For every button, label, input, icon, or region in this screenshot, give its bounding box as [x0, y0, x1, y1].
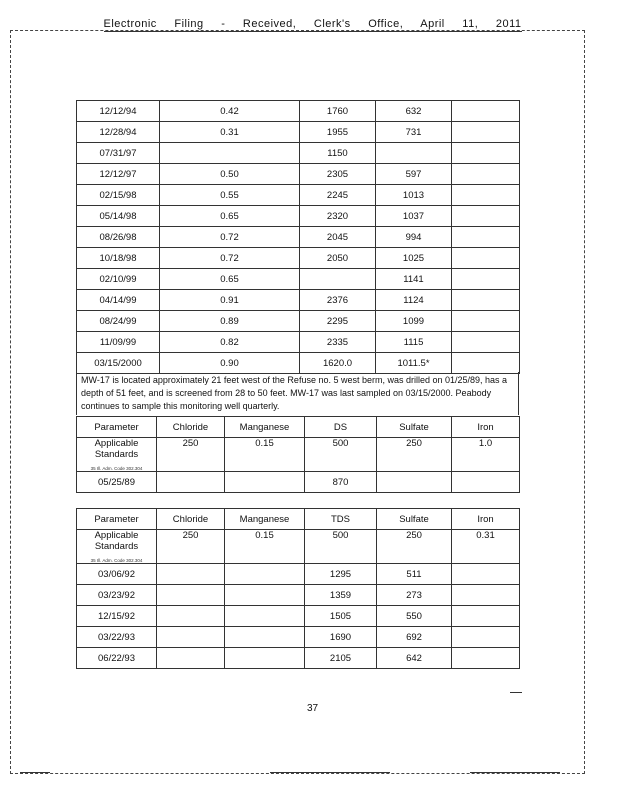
value-cell — [225, 648, 305, 669]
standard-value: 250 — [157, 530, 225, 564]
date-cell: 12/28/94 — [77, 122, 160, 143]
table-row — [77, 206, 520, 227]
monitoring-table-2 — [76, 416, 520, 493]
date-cell: 10/18/98 — [77, 248, 160, 269]
sulfate-cell: 731 — [376, 122, 452, 143]
value-cell — [157, 627, 225, 648]
column-header: TDS — [305, 509, 377, 530]
value-cell — [225, 585, 305, 606]
tds-cell: 1955 — [300, 122, 376, 143]
empty-cell — [452, 143, 520, 164]
sulfate-cell: 1013 — [376, 185, 452, 206]
table-row — [77, 248, 520, 269]
tds-cell: 2305 — [300, 164, 376, 185]
sulfate-cell: 1037 — [376, 206, 452, 227]
filing-header — [0, 18, 625, 30]
table-row — [77, 101, 520, 122]
value-cell — [452, 648, 520, 669]
standard-value: 250 — [157, 438, 225, 472]
date-cell: 03/06/92 — [77, 564, 157, 585]
table-row — [77, 290, 520, 311]
column-header: Sulfate — [377, 417, 452, 438]
standard-value: 250 — [377, 438, 452, 472]
standards-reference: 35 Ill. Adm. Code 302.304 — [90, 466, 143, 471]
tds-cell: 2045 — [300, 227, 376, 248]
scan-artifact — [20, 772, 50, 773]
empty-cell — [452, 164, 520, 185]
page-number: 37 — [306, 703, 319, 714]
well-description-note: MW-17 is located approximately 21 feet west of the Refuse no. 5 west berm, was drilled on 01/25/89, has a depth of 51 feet, and is screened from 28 to 50 feet. MW-17 was last sampled on 03/15/2000. Peabody continues to sample this monitoring well quarterly. — [76, 372, 519, 415]
standards-label-cell — [77, 438, 157, 472]
standard-value: 500 — [305, 530, 377, 564]
value-cell — [157, 585, 225, 606]
table-row — [77, 332, 520, 353]
tds-cell: 1760 — [300, 101, 376, 122]
sulfate-cell: 1025 — [376, 248, 452, 269]
empty-cell — [452, 227, 520, 248]
standards-label: Applicable Standards — [94, 530, 139, 552]
manganese-cell: 0.55 — [160, 185, 300, 206]
table-row — [77, 606, 520, 627]
value-cell — [452, 627, 520, 648]
standards-row — [77, 530, 520, 564]
manganese-cell: 0.65 — [160, 269, 300, 290]
sulfate-cell: 1141 — [376, 269, 452, 290]
filing-header-text: Electronic Filing - Received, Clerk's Office, April 11, 2011 — [103, 18, 522, 30]
value-cell: 1505 — [305, 606, 377, 627]
value-cell: 2105 — [305, 648, 377, 669]
value-cell — [452, 585, 520, 606]
date-cell: 06/22/93 — [77, 648, 157, 669]
empty-cell — [452, 185, 520, 206]
standards-reference: 35 Ill. Adm. Code 302.304 — [90, 558, 143, 563]
standard-value: 0.31 — [452, 530, 520, 564]
manganese-cell — [160, 143, 300, 164]
tds-cell: 2245 — [300, 185, 376, 206]
standard-value: 500 — [305, 438, 377, 472]
date-cell: 11/09/99 — [77, 332, 160, 353]
tds-cell: 2335 — [300, 332, 376, 353]
empty-cell — [452, 311, 520, 332]
value-cell: 870 — [305, 472, 377, 493]
table-row — [77, 164, 520, 185]
manganese-cell: 0.90 — [160, 353, 300, 374]
column-header: Manganese — [225, 417, 305, 438]
column-header: Chloride — [157, 417, 225, 438]
value-cell — [225, 472, 305, 493]
table-row — [77, 122, 520, 143]
scan-artifact — [270, 772, 390, 773]
column-header: Iron — [452, 417, 520, 438]
sulfate-cell: 1011.5* — [376, 353, 452, 374]
manganese-cell: 0.50 — [160, 164, 300, 185]
value-cell — [225, 627, 305, 648]
tds-cell: 2376 — [300, 290, 376, 311]
table-row — [77, 627, 520, 648]
tds-cell — [300, 269, 376, 290]
standards-row — [77, 438, 520, 472]
manganese-cell: 0.42 — [160, 101, 300, 122]
value-cell — [157, 606, 225, 627]
date-cell: 05/25/89 — [77, 472, 157, 493]
column-header: DS — [305, 417, 377, 438]
value-cell — [157, 472, 225, 493]
tds-cell: 1620.0 — [300, 353, 376, 374]
value-cell — [377, 472, 452, 493]
column-header: Chloride — [157, 509, 225, 530]
column-header: Parameter — [77, 509, 157, 530]
empty-cell — [452, 353, 520, 374]
manganese-cell: 0.91 — [160, 290, 300, 311]
table-row — [77, 185, 520, 206]
value-cell — [452, 606, 520, 627]
date-cell: 05/14/98 — [77, 206, 160, 227]
standards-label: Applicable Standards — [94, 438, 139, 460]
tds-cell: 2295 — [300, 311, 376, 332]
table-row — [77, 143, 520, 164]
value-cell: 1359 — [305, 585, 377, 606]
sulfate-cell: 632 — [376, 101, 452, 122]
empty-cell — [452, 122, 520, 143]
monitoring-table-3 — [76, 508, 520, 669]
empty-cell — [452, 101, 520, 122]
date-cell: 02/10/99 — [77, 269, 160, 290]
value-cell — [157, 648, 225, 669]
monitoring-table-1 — [76, 100, 520, 374]
sulfate-cell: 1115 — [376, 332, 452, 353]
value-cell — [157, 564, 225, 585]
empty-cell — [452, 332, 520, 353]
manganese-cell: 0.72 — [160, 227, 300, 248]
manganese-cell: 0.82 — [160, 332, 300, 353]
column-header: Iron — [452, 509, 520, 530]
value-cell: 1690 — [305, 627, 377, 648]
date-cell: 03/23/92 — [77, 585, 157, 606]
scan-artifact — [510, 692, 522, 693]
value-cell — [452, 564, 520, 585]
table-row — [77, 472, 520, 493]
table-row — [77, 648, 520, 669]
value-cell: 273 — [377, 585, 452, 606]
tds-cell: 2050 — [300, 248, 376, 269]
empty-cell — [452, 290, 520, 311]
table-row — [77, 311, 520, 332]
sulfate-cell: 994 — [376, 227, 452, 248]
date-cell: 12/12/94 — [77, 101, 160, 122]
table-row — [77, 564, 520, 585]
header-row — [77, 509, 520, 530]
column-header: Sulfate — [377, 509, 452, 530]
empty-cell — [452, 269, 520, 290]
date-cell: 03/15/2000 — [77, 353, 160, 374]
table-row — [77, 227, 520, 248]
table-row — [77, 585, 520, 606]
standard-value: 0.15 — [225, 530, 305, 564]
scan-artifact — [470, 772, 560, 773]
tds-cell: 1150 — [300, 143, 376, 164]
date-cell: 02/15/98 — [77, 185, 160, 206]
sulfate-cell: 1099 — [376, 311, 452, 332]
empty-cell — [452, 248, 520, 269]
standard-value: 250 — [377, 530, 452, 564]
sulfate-cell — [376, 143, 452, 164]
date-cell: 08/24/99 — [77, 311, 160, 332]
standards-label-cell — [77, 530, 157, 564]
tds-cell: 2320 — [300, 206, 376, 227]
table-row — [77, 269, 520, 290]
manganese-cell: 0.72 — [160, 248, 300, 269]
value-cell: 692 — [377, 627, 452, 648]
date-cell: 08/26/98 — [77, 227, 160, 248]
date-cell: 03/22/93 — [77, 627, 157, 648]
standard-value: 1.0 — [452, 438, 520, 472]
date-cell: 12/12/97 — [77, 164, 160, 185]
value-cell: 642 — [377, 648, 452, 669]
column-header: Parameter — [77, 417, 157, 438]
sulfate-cell: 597 — [376, 164, 452, 185]
value-cell — [225, 606, 305, 627]
column-header: Manganese — [225, 509, 305, 530]
value-cell: 511 — [377, 564, 452, 585]
date-cell: 04/14/99 — [77, 290, 160, 311]
manganese-cell: 0.89 — [160, 311, 300, 332]
date-cell: 12/15/92 — [77, 606, 157, 627]
manganese-cell: 0.31 — [160, 122, 300, 143]
value-cell: 550 — [377, 606, 452, 627]
date-cell: 07/31/97 — [77, 143, 160, 164]
table-row — [77, 353, 520, 374]
empty-cell — [452, 206, 520, 227]
manganese-cell: 0.65 — [160, 206, 300, 227]
value-cell: 1295 — [305, 564, 377, 585]
header-row — [77, 417, 520, 438]
standard-value: 0.15 — [225, 438, 305, 472]
value-cell — [225, 564, 305, 585]
sulfate-cell: 1124 — [376, 290, 452, 311]
value-cell — [452, 472, 520, 493]
